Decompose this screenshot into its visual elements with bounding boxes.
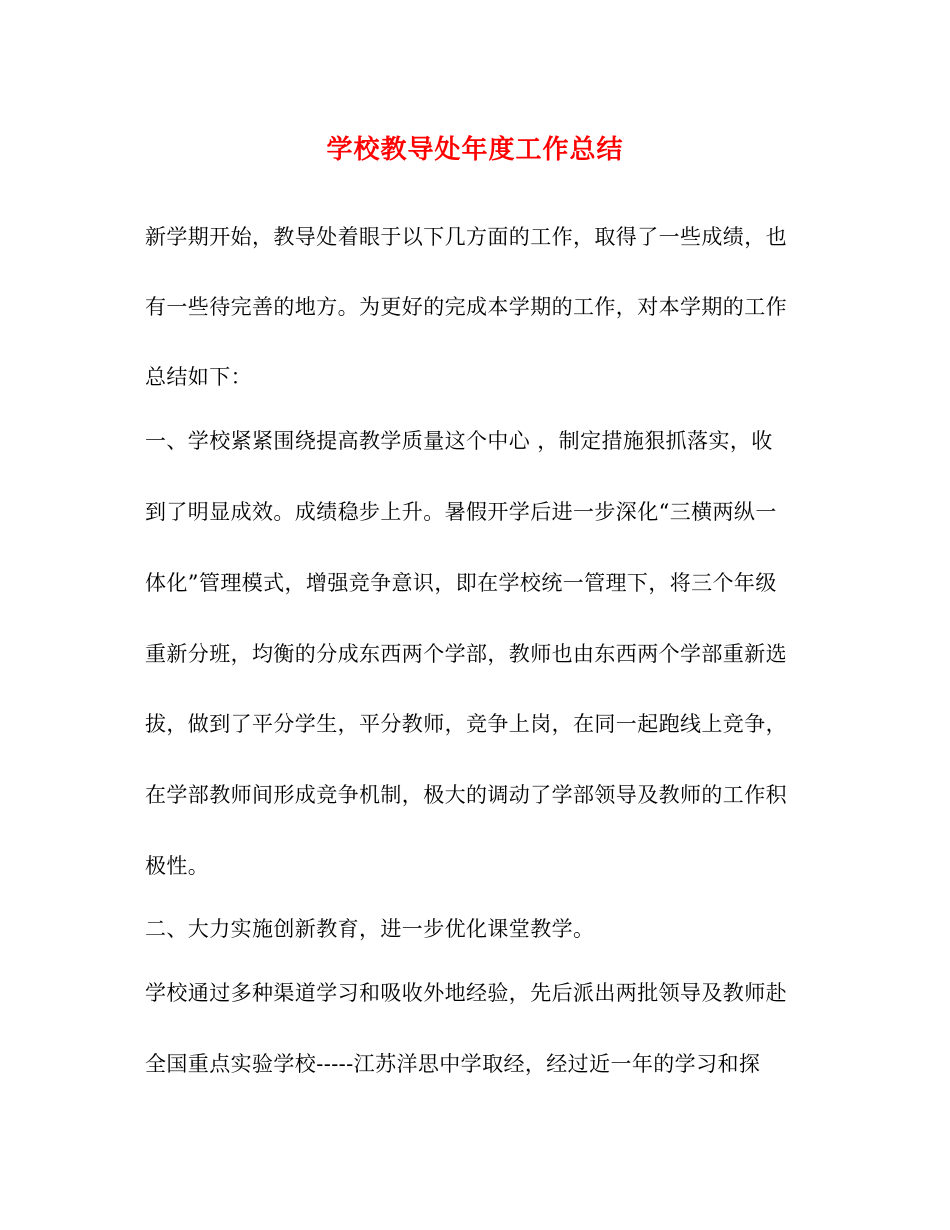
text-line: 在学部教师间形成竞争机制，极大的调动了学部领导及教师的工作积 <box>145 783 787 807</box>
text-line: 一、学校紧紧围绕提高教学质量这个中心 ，制定措施狠抓落实，收 <box>145 429 773 453</box>
text-line: 有一些待完善的地方。为更好的完成本学期的工作，对本学期的工作 <box>145 295 787 319</box>
text-line: 体化”管理模式，增强竞争意识，即在学校统一管理下，将三个年级 <box>145 571 777 595</box>
section-heading: 二、大力实施创新教育，进一步优化课堂教学。 <box>145 917 595 941</box>
document-title: 学校教导处年度工作总结 <box>326 135 624 165</box>
text-line: 学校通过多种渠道学习和吸收外地经验，先后派出两批领导及教师赴 <box>145 981 787 1005</box>
text-line: 总结如下： <box>145 365 252 389</box>
text-line: 新学期开始，教导处着眼于以下几方面的工作，取得了一些成绩，也 <box>145 225 787 249</box>
text-line: 拔，做到了平分学生，平分教师，竞争上岗，在同一起跑线上竞争， <box>145 712 787 736</box>
text-line: 极性。 <box>145 854 210 878</box>
text-line: 全国重点实验学校-----江苏洋思中学取经，经过近一年的学习和探 <box>145 1052 761 1076</box>
text-line: 到了明显成效。成绩稳步上升。暑假开学后进一步深化“三横两纵一 <box>145 500 777 524</box>
text-line: 重新分班，均衡的分成东西两个学部，教师也由东西两个学部重新选 <box>145 642 787 666</box>
